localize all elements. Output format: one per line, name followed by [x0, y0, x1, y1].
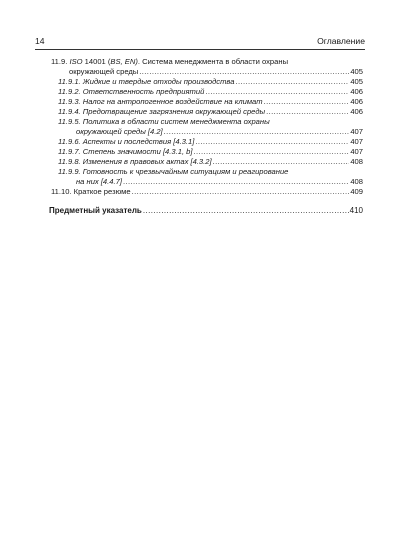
toc-entry-text: 11.9.9. Готовность к чрезвычайным ситуациям и реагирование [58, 167, 289, 176]
toc-entry-11-9-4[interactable] [58, 107, 363, 117]
toc-page-number: 406 [350, 87, 363, 96]
toc-page-number: 408 [350, 177, 363, 186]
toc-entry-iso: ISO [69, 57, 83, 66]
leader-dots [213, 157, 350, 167]
toc-entry-11-9[interactable] [51, 57, 363, 77]
toc-entry-11-10[interactable] [51, 187, 363, 197]
toc-entry-text: 11.9.8. Изменения в правовых актах [4.3.2] [58, 157, 212, 166]
toc-page-number: 405 [350, 77, 363, 86]
toc-entry-text: окружающей среды [69, 67, 139, 76]
toc-page-number: 409 [350, 187, 363, 196]
header-rule [35, 49, 365, 50]
leader-dots [143, 206, 349, 216]
leader-dots [264, 97, 350, 107]
toc-entry-text: 11.10. Краткое резюме [51, 187, 131, 196]
page-number: 14 [35, 36, 45, 46]
toc-entry-11-9-5[interactable] [58, 117, 363, 137]
toc-entry-subject-index[interactable] [49, 206, 363, 216]
toc-entry-number: 11.9. [51, 57, 68, 66]
section-title: Оглавление [317, 36, 365, 46]
toc-entry-text: Предметный указатель [49, 206, 142, 215]
toc-page-number: 407 [350, 127, 363, 136]
toc-entry-11-9-3[interactable] [58, 97, 363, 107]
toc-page-number: 406 [350, 97, 363, 106]
toc-entry-text: . Система менеджмента в области охраны [137, 57, 289, 66]
toc-entry-11-9-2[interactable] [58, 87, 363, 97]
leader-dots [164, 127, 350, 137]
toc-entry-text: 11.9.5. Политика в области систем менеджмента охраны [58, 117, 270, 126]
toc-entry-text: 11.9.6. Аспекты и последствия [4.3.1] [58, 137, 195, 146]
toc-entry-bsen: BS, EN) [110, 57, 138, 66]
leader-dots [123, 177, 349, 187]
toc-entry-text: 11.9.2. Ответственность предприятий [58, 87, 205, 96]
leader-dots [194, 147, 350, 157]
toc-entry-11-9-6[interactable] [58, 137, 363, 147]
toc-entry-text: на них [4.4.7] [76, 177, 122, 186]
toc-page-number: 407 [350, 147, 363, 156]
leader-dots [132, 187, 350, 197]
toc-entry-text: 11.9.1. Жидкие и твердые отходы производства [58, 77, 235, 86]
leader-dots [139, 67, 349, 77]
toc-entry-text: 14001 ( [82, 57, 111, 66]
table-of-contents [0, 57, 400, 216]
leader-dots [266, 107, 349, 117]
toc-entry-text: 11.9.7. Степень значимости [4.3.1, b] [58, 147, 193, 156]
toc-entry-11-9-8[interactable] [58, 157, 363, 167]
toc-entry-11-9-9[interactable] [58, 167, 363, 187]
leader-dots [205, 87, 349, 97]
toc-entry-11-9-1[interactable] [58, 77, 363, 87]
toc-page-number: 407 [350, 137, 363, 146]
leader-dots [195, 137, 349, 147]
toc-entry-11-9-7[interactable] [58, 147, 363, 157]
toc-page-number: 410 [349, 206, 363, 215]
toc-page-number: 405 [350, 67, 363, 76]
toc-page-number: 408 [350, 157, 363, 166]
toc-page-number: 406 [350, 107, 363, 116]
toc-entry-text: 11.9.4. Предотвращение загрязнения окружающей среды [58, 107, 266, 116]
toc-entry-text: окружающей среды [4.2] [76, 127, 163, 136]
page-header [35, 36, 365, 48]
toc-entry-text: 11.9.3. Налог на антропогенное воздействие на климат [58, 97, 263, 106]
leader-dots [235, 77, 349, 87]
